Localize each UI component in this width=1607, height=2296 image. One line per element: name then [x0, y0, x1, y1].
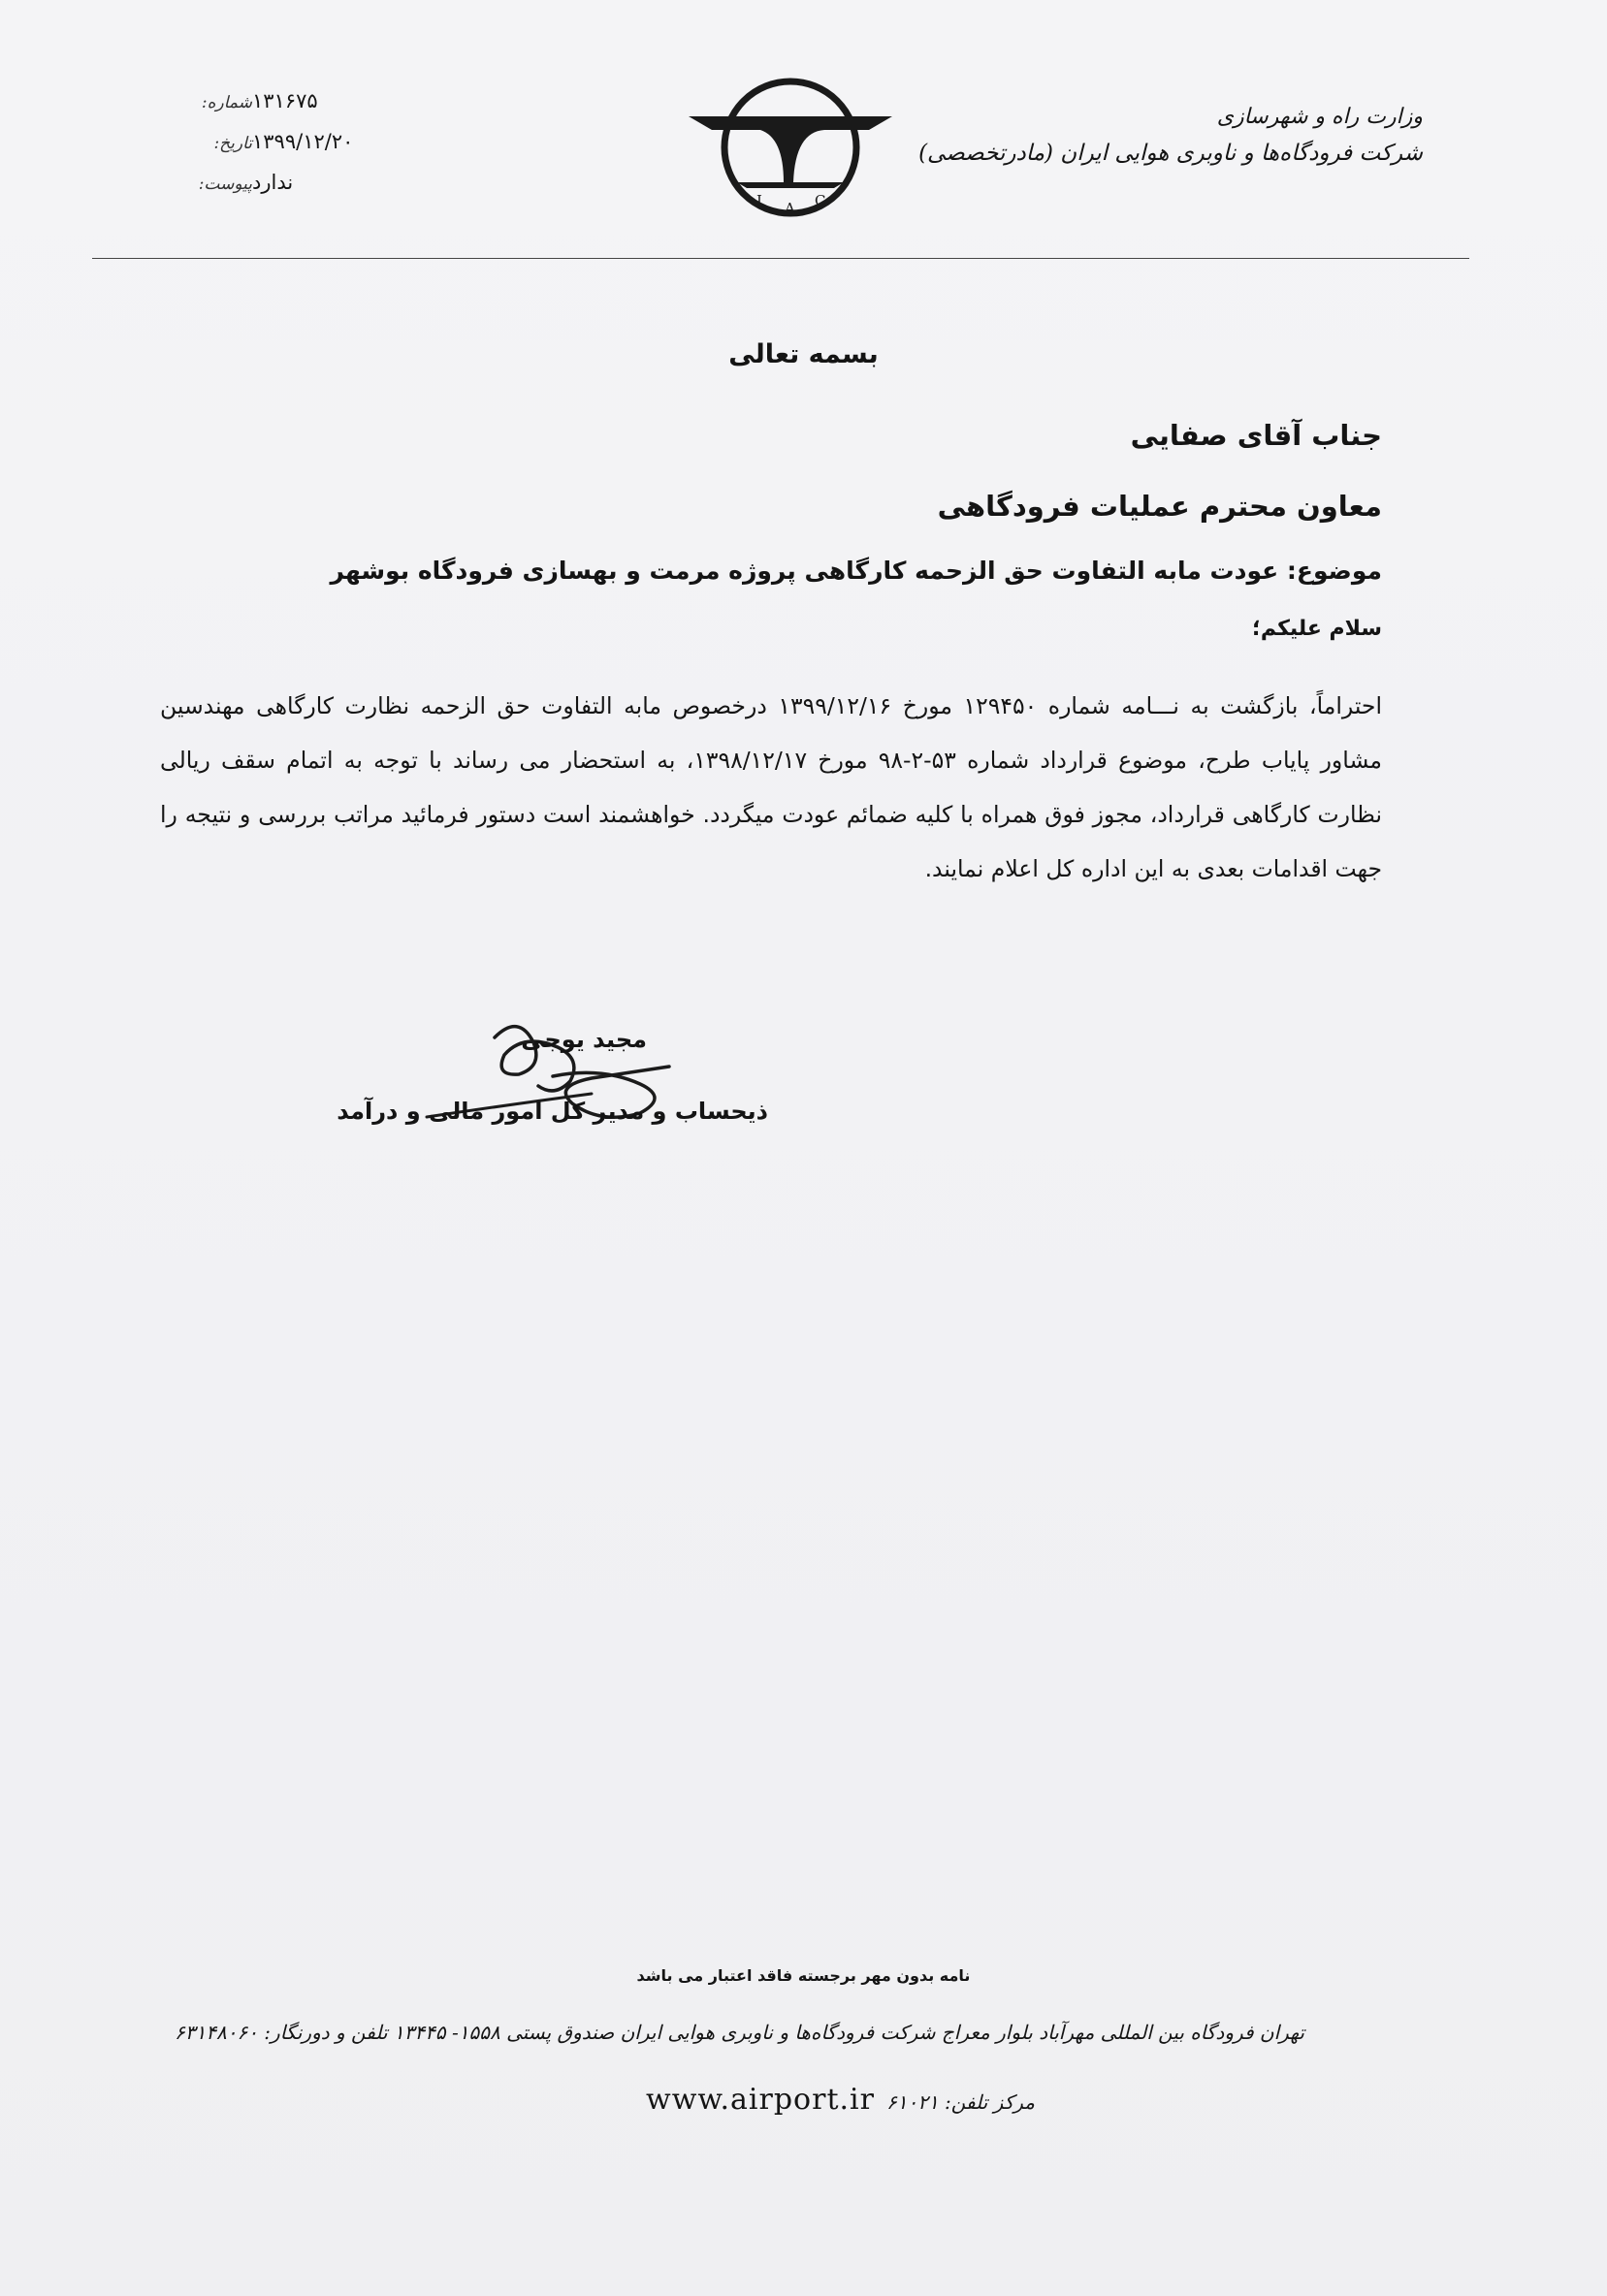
subject-line: موضوع: عودت مابه التفاوت حق الزحمه کارگاهی پروژه مرمت و بهسازی فرودگاه بوشهر [330, 557, 1382, 585]
addressee: جناب آقای صفایی [1130, 419, 1382, 452]
meta-date-row [194, 130, 436, 171]
meta-attachment-row [194, 171, 436, 211]
footer-contact-row [646, 2083, 1035, 2117]
letter-meta [194, 89, 436, 211]
meta-number-label: شماره: [201, 93, 252, 112]
logo-letter-a: A [785, 200, 795, 217]
meta-date-label: تاریخ: [213, 134, 252, 153]
addressee-position: معاون محترم عملیات فرودگاهی [937, 490, 1382, 523]
logo-letter-c: C [815, 192, 826, 209]
footer-website[interactable]: www.airport.ir [646, 2083, 875, 2117]
header-divider [92, 258, 1469, 259]
meta-date-value: ۱۳۹۹/۱۲/۲۰ [252, 130, 354, 153]
logo-letter-i: I [756, 192, 762, 209]
invocation: بسمه تعالی [728, 339, 879, 369]
greeting: سلام علیکم؛ [1252, 617, 1382, 641]
iac-logo-icon [679, 68, 902, 223]
letter-body: احتراماً، بازگشت به نـــامه شماره ۱۲۹۴۵۰ مورخ ۱۳۹۹/۱۲/۱۶ درخصوص مابه التفاوت حق الزحمه نظارت کارگاهی مهندسین مشاور پایاب طرح، موضوع قرارداد شماره ۵۳-۲-۹۸ مورخ ۱۳۹۸/۱۲/۱۷، به استحضار می رساند با توجه به اتمام سقف ریالی نظارت کارگاهی قرارداد، مجوز فوق همراه با کلیه ضمائم عودت میگردد. خواهشمند است دستور فرمائید مراتب بررسی و نتیجه را جهت اقدامات بعدی به این اداره کل اعلام نمایند. [160, 692, 1382, 882]
meta-number-row [194, 89, 436, 130]
footer-address: تهران فرودگاه بین المللی مهرآباد بلوار معراج شرکت فرودگاه‌ها و ناوبری هوایی ایران صندوق پستی ۱۵۵۸- ۱۳۴۴۵ تلفن و دورنگار: ۶۳۱۴۸۰۶۰ [175, 2021, 1304, 2044]
footer-phone: مرکز تلفن: ۶۱۰۲۱ [885, 2090, 1035, 2114]
company-name: شرکت فرودگاه‌ها و ناوبری هوایی ایران (مادرتخصصی) [918, 141, 1423, 166]
meta-attachment-value: ندارد [252, 171, 294, 194]
meta-attachment-label: پیوست: [198, 175, 252, 194]
footer-validity-note: نامه بدون مهر برجسته فاقد اعتبار می باشد [636, 1966, 971, 1985]
ministry-name: وزارت راه و شهرسازی [1216, 105, 1423, 129]
meta-number-value: ۱۳۱۶۷۵ [252, 89, 318, 112]
signer-name: مجید یوجی [521, 1026, 647, 1053]
letterhead-organization [880, 101, 1423, 173]
signer-title: ذیحساب و مدیر کل امور مالی و درآمد [337, 1098, 768, 1125]
